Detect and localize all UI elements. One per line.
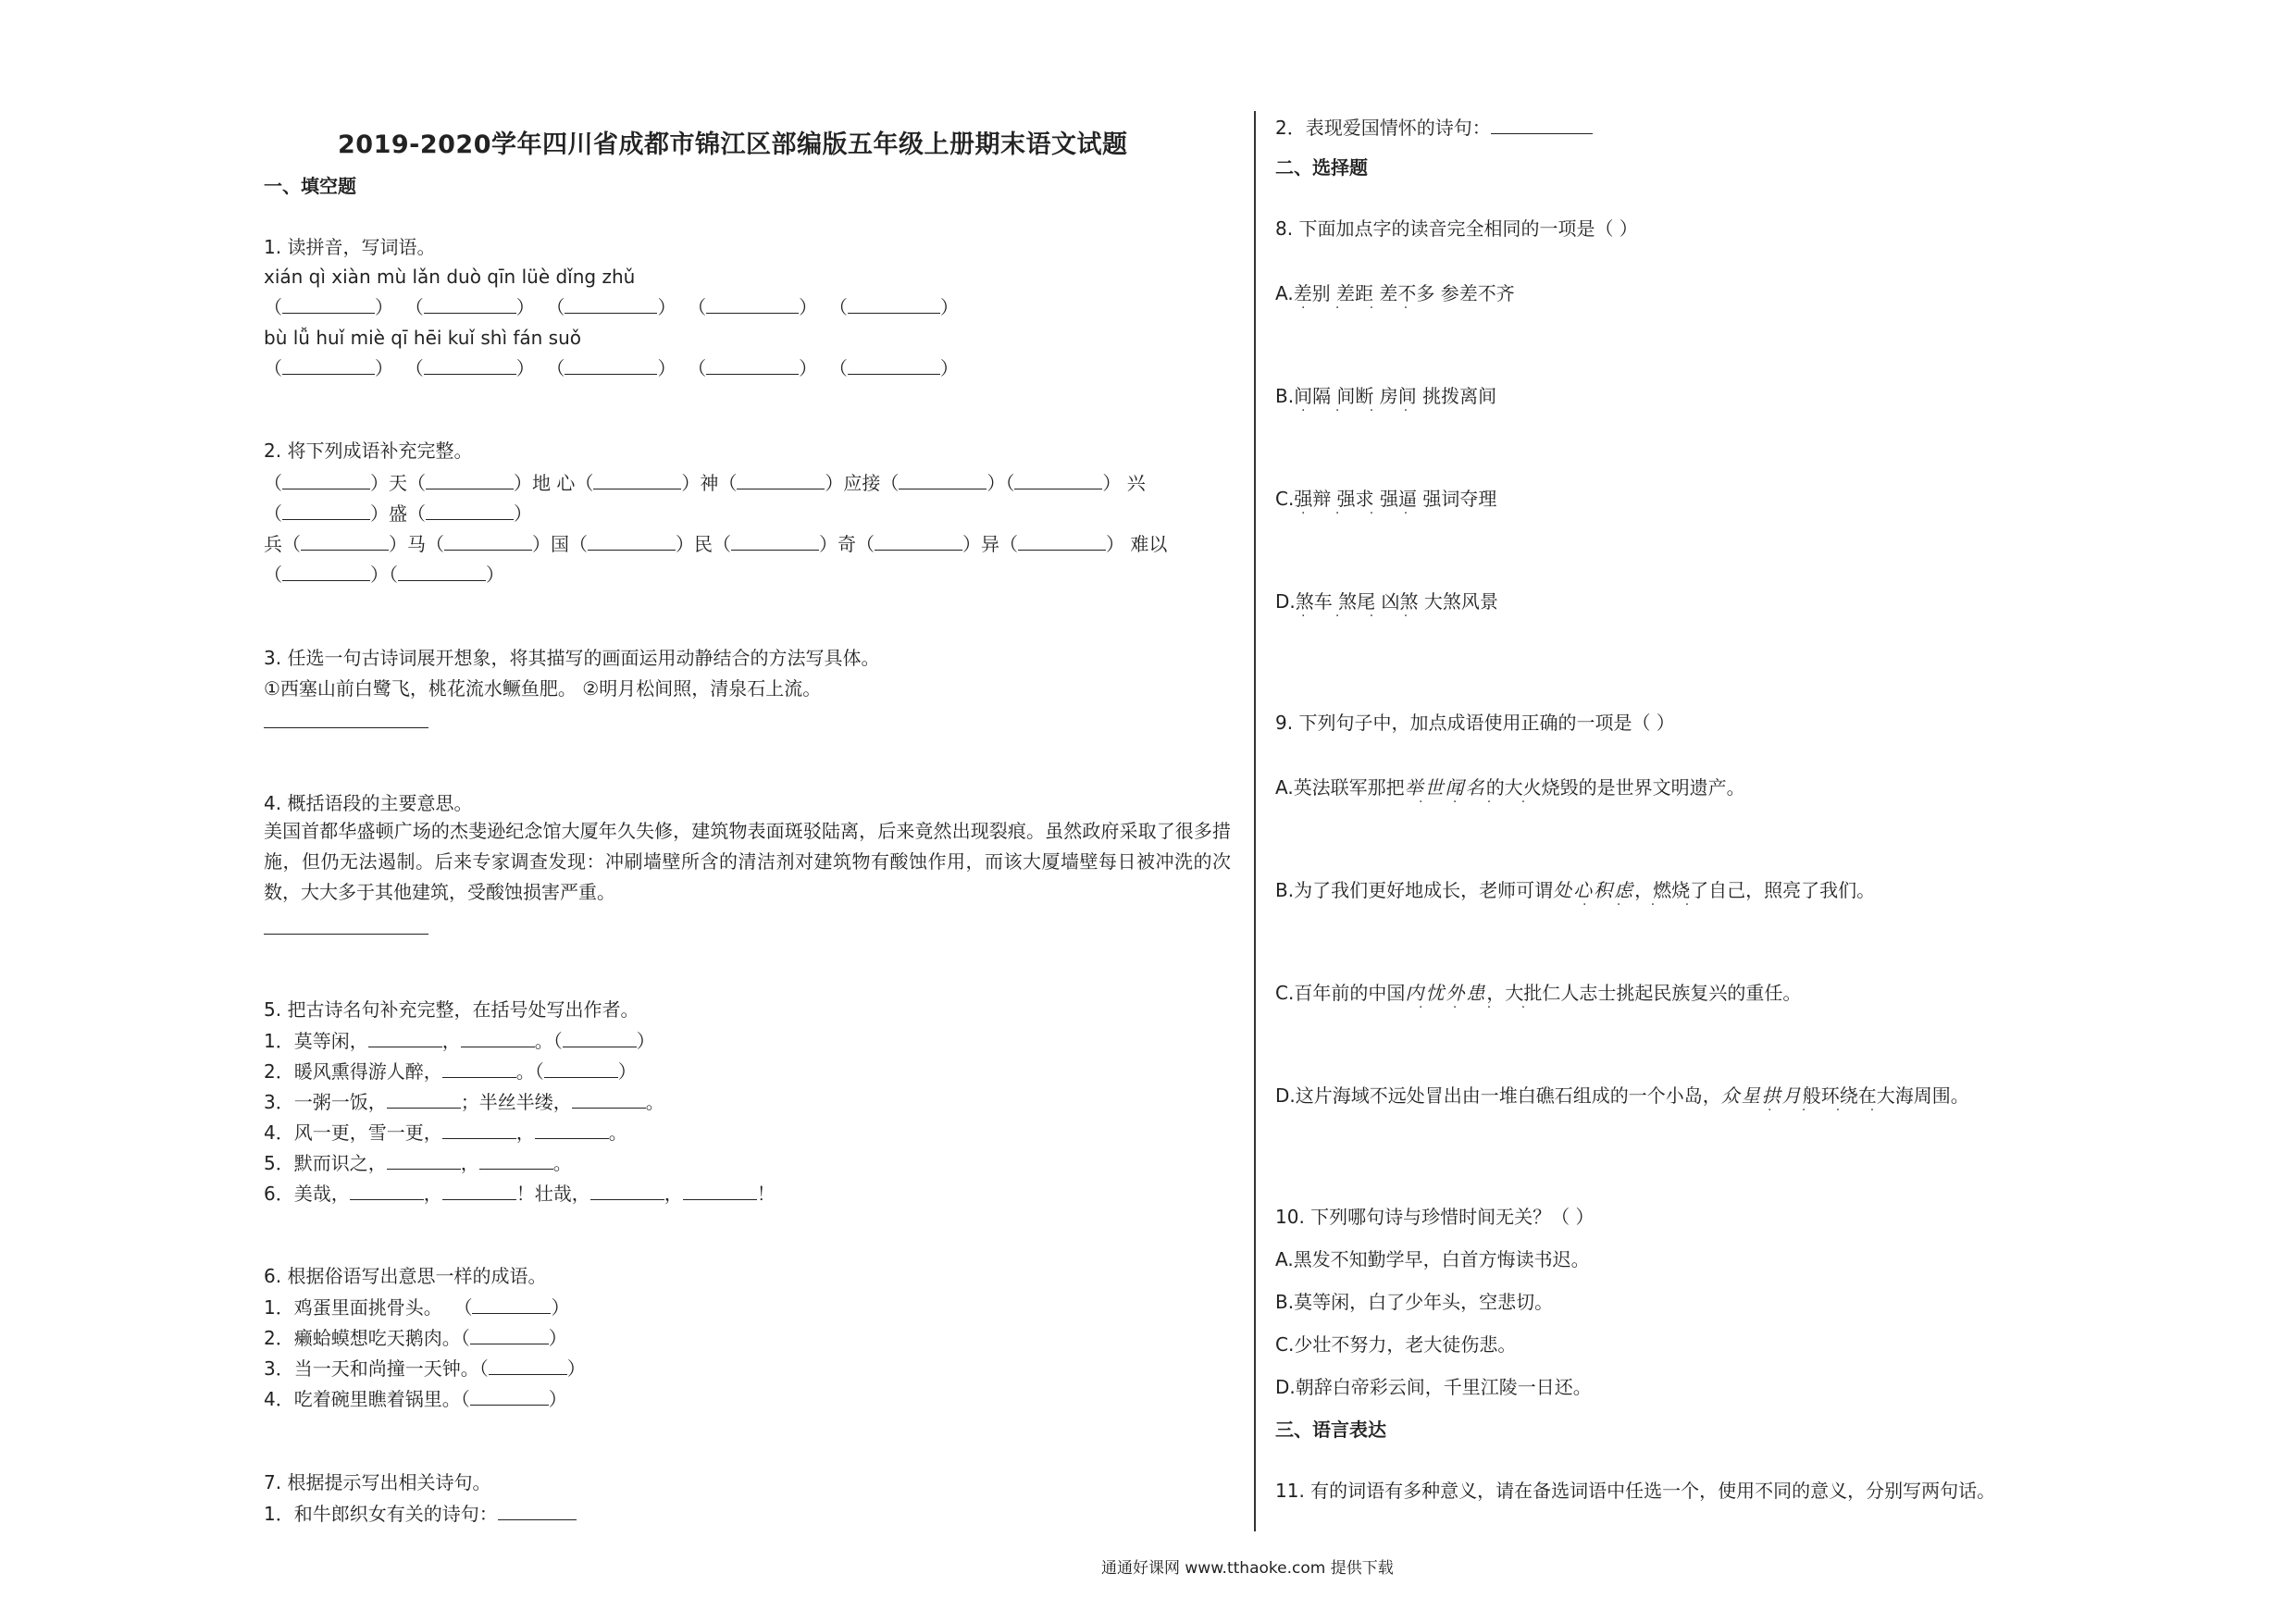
q7-stem: 7. 根据提示写出相关诗句。	[264, 1471, 491, 1493]
q10-stem: 10. 下列哪句诗与珍惜时间无关？（ ）	[1275, 1206, 1595, 1228]
q6-item[interactable]: 1．鸡蛋里面挑骨头。 （ ）	[264, 1296, 570, 1319]
q1-pinyin-row2: bù lǚ huǐ miè qī hēi kuǐ shì fán suǒ	[264, 327, 582, 349]
q9-stem: 9. 下列句子中，加点成语使用正确的一项是（ ）	[1275, 712, 1675, 734]
q4-passage: 美国首都华盛顿广场的杰斐逊纪念馆大厦年久失修，建筑物表面斑驳陆离，后来竟然出现裂痕。虽然政府采取了很多措施，但仍无法遏制。后来专家调查发现：冲刷墙壁所含的清洁剂对建筑物有酸蚀作用，而该大厦墙壁每日被冲洗的次数，大大多于其他建筑，受酸蚀损害严重。	[264, 820, 1231, 903]
q10-option-b[interactable]: B.莫等闲，白了少年头，空悲切。	[1275, 1291, 1554, 1313]
q2-char: 天	[389, 472, 407, 494]
section-fill-blank: 一、填空题	[264, 175, 356, 197]
q4-answer-line[interactable]	[264, 933, 428, 935]
page-title: 2019-2020学年四川省成都市锦江区部编版五年级上册期末语文试题	[338, 130, 1128, 159]
q3-stem: 3. 任选一句古诗词展开想象，将其描写的画面运用动静结合的方法写具体。	[264, 647, 880, 669]
footer-credit: 通通好课网 www.tthaoke.com 提供下载	[1101, 1559, 1394, 1578]
section-language-expression: 三、语言表达	[1275, 1419, 1386, 1441]
q5-item[interactable]: 1．莫等闲， ， 。（ ）	[264, 1030, 655, 1052]
q3-poems: ①西塞山前白鹭飞，桃花流水鳜鱼肥。 ②明月松间照，清泉石上流。	[264, 677, 822, 700]
q8-stem: 8. 下面加点字的读音完全相同的一项是（ ）	[1275, 217, 1638, 240]
q2-stem: 2. 将下列成语补充完整。	[264, 440, 473, 462]
emphasis-dots: · · · ·	[1301, 609, 1421, 624]
q9-option-a[interactable]: A.英法联军那把举世闻名的大火烧毁的是世界文明遗产。	[1275, 776, 1745, 799]
q8-option-b[interactable]: B.间隔 间断 房间 挑拨离间	[1275, 385, 1497, 407]
q6-item[interactable]: 2．癞蛤蟆想吃天鹅肉。（ ）	[264, 1327, 567, 1349]
q2-char: 马	[407, 533, 426, 555]
q8-option-d[interactable]: D.煞车 煞尾 凶煞 大煞风景	[1275, 590, 1498, 613]
q1-blanks-row2[interactable]: （ ） （ ） （ ） （ ） （ ）	[264, 357, 959, 379]
q5-item[interactable]: 4．风一更，雪一更， ， 。	[264, 1121, 627, 1144]
q2-row3[interactable]: 兵（ ）马（ ）国（ ）民（ ）奇（ ）异（ ） 难以	[264, 533, 1168, 555]
emphasis-dots: · · · ·	[1301, 301, 1421, 316]
q2-row4[interactable]: （ ）（ ）	[264, 564, 504, 586]
q1-pinyin-row1: xián qì xiàn mù lǎn duò qīn lüè dǐng zhǔ	[264, 266, 636, 288]
q11-stem: 11. 有的词语有多种意义，请在备选词语中任选一个，使用不同的意义，分别写两句话。	[1275, 1480, 1996, 1502]
q6-stem: 6. 根据俗语写出意思一样的成语。	[264, 1265, 547, 1287]
q10-option-a[interactable]: A.黑发不知勤学早，白首方悔读书迟。	[1275, 1248, 1590, 1270]
q2-char: 神	[700, 472, 719, 494]
q9-option-d[interactable]: D.这片海域不远处冒出由一堆白礁石组成的一个小岛，众星拱月般环绕在大海周围。	[1275, 1084, 1969, 1107]
q2-char: 兵	[264, 533, 282, 555]
q10-option-c[interactable]: C.少壮不努力，老大徒伤悲。	[1275, 1333, 1517, 1356]
q5-item[interactable]: 5．默而识之， ， 。	[264, 1152, 572, 1174]
q6-item[interactable]: 3．当一天和尚撞一天钟。（ ）	[264, 1357, 586, 1380]
q2-char: 兴	[1126, 472, 1146, 494]
q2-char: 奇	[838, 533, 856, 555]
q2-char: 难以	[1130, 533, 1168, 555]
q2-row2[interactable]: （ ）盛（ ）	[264, 502, 532, 525]
q5-item[interactable]: 3．一粥一饭， ；半丝半缕， 。	[264, 1091, 664, 1113]
q6-item[interactable]: 4．吃着碗里瞧着锅里。（ ）	[264, 1388, 567, 1410]
q5-item[interactable]: 2．暖风熏得游人醉， 。（ ）	[264, 1060, 637, 1083]
q2-char: 盛	[389, 502, 407, 525]
q2-char: 国	[551, 533, 569, 555]
q9-option-c[interactable]: C.百年前的中国内忧外患，大批仁人志士挑起民族复兴的重任。	[1275, 982, 1802, 1004]
q2-char: 民	[694, 533, 713, 555]
q4-stem: 4. 概括语段的主要意思。	[264, 792, 473, 814]
emphasis-dots: · · · ·	[1419, 795, 1539, 810]
q3-answer-line[interactable]	[264, 726, 428, 728]
emphasis-dots: · · · ·	[1582, 898, 1703, 912]
column-divider	[1254, 111, 1256, 1531]
q7-item2[interactable]: 2．表现爱国情怀的诗句：	[1275, 115, 1593, 140]
q1-blanks-row1[interactable]: （ ） （ ） （ ） （ ） （ ）	[264, 296, 959, 318]
q9-option-b[interactable]: B.为了我们更好地成长，老师可谓处心积虑，燃烧了自己，照亮了我们。	[1275, 879, 1876, 901]
emphasis-dots: · · · ·	[1301, 506, 1421, 521]
q10-option-d[interactable]: D.朝辞白帝彩云间，千里江陵一日还。	[1275, 1376, 1592, 1398]
q5-stem: 5. 把古诗名句补充完整，在括号处写出作者。	[264, 998, 639, 1021]
emphasis-dots: · · · ·	[1768, 1103, 1888, 1118]
q8-option-c[interactable]: C.强辩 强求 强逼 强词夺理	[1275, 488, 1497, 510]
q1-stem: 1. 读拼音，写词语。	[264, 236, 436, 258]
emphasis-dots: · · · ·	[1419, 1000, 1539, 1015]
section-choice: 二、选择题	[1275, 156, 1368, 179]
emphasis-dots: · · · ·	[1301, 403, 1421, 418]
q2-row1[interactable]: （ ）天（ ）地 心（ ）神（ ）应接（ ）（ ） 兴	[264, 472, 1146, 494]
q8-option-a[interactable]: A.差别 差距 差不多 参差不齐	[1275, 282, 1515, 304]
q2-char: 异	[981, 533, 999, 555]
q2-char: 地 心	[532, 472, 576, 494]
q7-item1[interactable]: 1．和牛郎织女有关的诗句：	[264, 1501, 577, 1526]
q2-char: 应接	[843, 472, 881, 494]
q5-item[interactable]: 6．美哉， ， ！壮哉， ， ！	[264, 1183, 776, 1205]
